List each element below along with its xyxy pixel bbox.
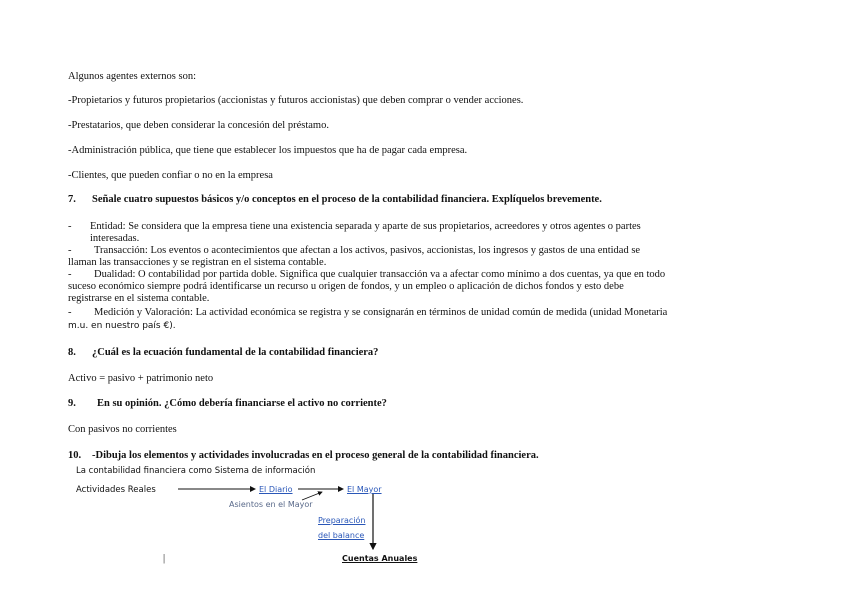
diagram-diario-link[interactable]: El Diario [259,485,293,494]
question-9-answer: Con pasivos no corrientes [68,424,177,435]
diagram-mayor-link[interactable]: El Mayor [347,485,382,494]
agent-item: -Administración pública, que tiene que establecer los impuestos que ha de pagar cada empresa. [68,145,468,156]
bullet-line: Medición y Valoración: La actividad económica se registra y se consignarán en términos de unidad común de medida (unidad Monetaria [94,307,668,318]
agent-item: -Propietarios y futuros propietarios (accionistas y futuros accionistas) que deben comprar o vender acciones. [68,95,524,106]
text-cursor: | [163,553,166,564]
question-8-answer: Activo = pasivo + patrimonio neto [68,373,214,384]
question-7-title: Señale cuatro supuestos básicos y/o conceptos en el proceso de la contabilidad financiera. Explíquelos brevemente. [92,194,602,205]
bullet-line: llaman las transacciones y se registran en el sistema contable. [68,257,327,268]
bullet-dash: - [68,245,72,256]
agent-item: -Clientes, que pueden confiar o no en la empresa [68,170,273,181]
bullet-line: interesadas. [90,233,140,244]
bullet-line: Dualidad: O contabilidad por partida doble. Significa que cualquier transacción va a afectar como mínimo a dos cuentas, ya que en todo [94,269,666,280]
arrow-asientos [302,492,322,500]
diagram-heading: La contabilidad financiera como Sistema de información [76,466,316,476]
bullet-line: Entidad: Se considera que la empresa tiene una existencia separada y aparte de sus propietarios, acreedores y otros agentes o partes [90,221,641,232]
bullet-line: m.u. en nuestro país €). [68,321,176,331]
bullet-dash: - [68,221,72,232]
bullet-dash: - [68,269,72,280]
question-9-number: 9. [68,398,76,409]
question-8-title: ¿Cuál es la ecuación fundamental de la contabilidad financiera? [92,347,379,358]
bullet-dash: - [68,307,72,318]
bullet-line: suceso económico siempre podrá identificarse un recurso u origen de fondos, y un empleo o aplicación de dichos fondos y esto debe [68,281,624,292]
question-10-number: 10. [68,450,82,461]
bullet-line: Transacción: Los eventos o acontecimientos que afectan a los activos, pasivos, accionistas, los ingresos y gastos de una entidad se [94,245,641,256]
intro-text: Algunos agentes externos son: [68,71,197,82]
diagram-asientos: Asientos en el Mayor [229,500,313,509]
agent-item: -Prestatarios, que deben considerar la concesión del préstamo. [68,120,329,131]
diagram-balance-link[interactable]: del balance [318,531,365,540]
question-10-title: -Dibuja los elementos y actividades involucradas en el proceso general de la contabilidad financiera. [92,450,539,461]
diagram-cuentas-anuales: Cuentas Anuales [342,554,418,563]
diagram-preparacion-link[interactable]: Preparación [318,516,366,525]
question-7-number: 7. [68,194,76,205]
bullet-line: registrarse en el sistema contable. [68,293,210,304]
diagram-actividades: Actividades Reales [76,485,156,495]
question-9-title: En su opinión. ¿Cómo debería financiarse el activo no corriente? [97,398,387,409]
question-8-number: 8. [68,347,76,358]
